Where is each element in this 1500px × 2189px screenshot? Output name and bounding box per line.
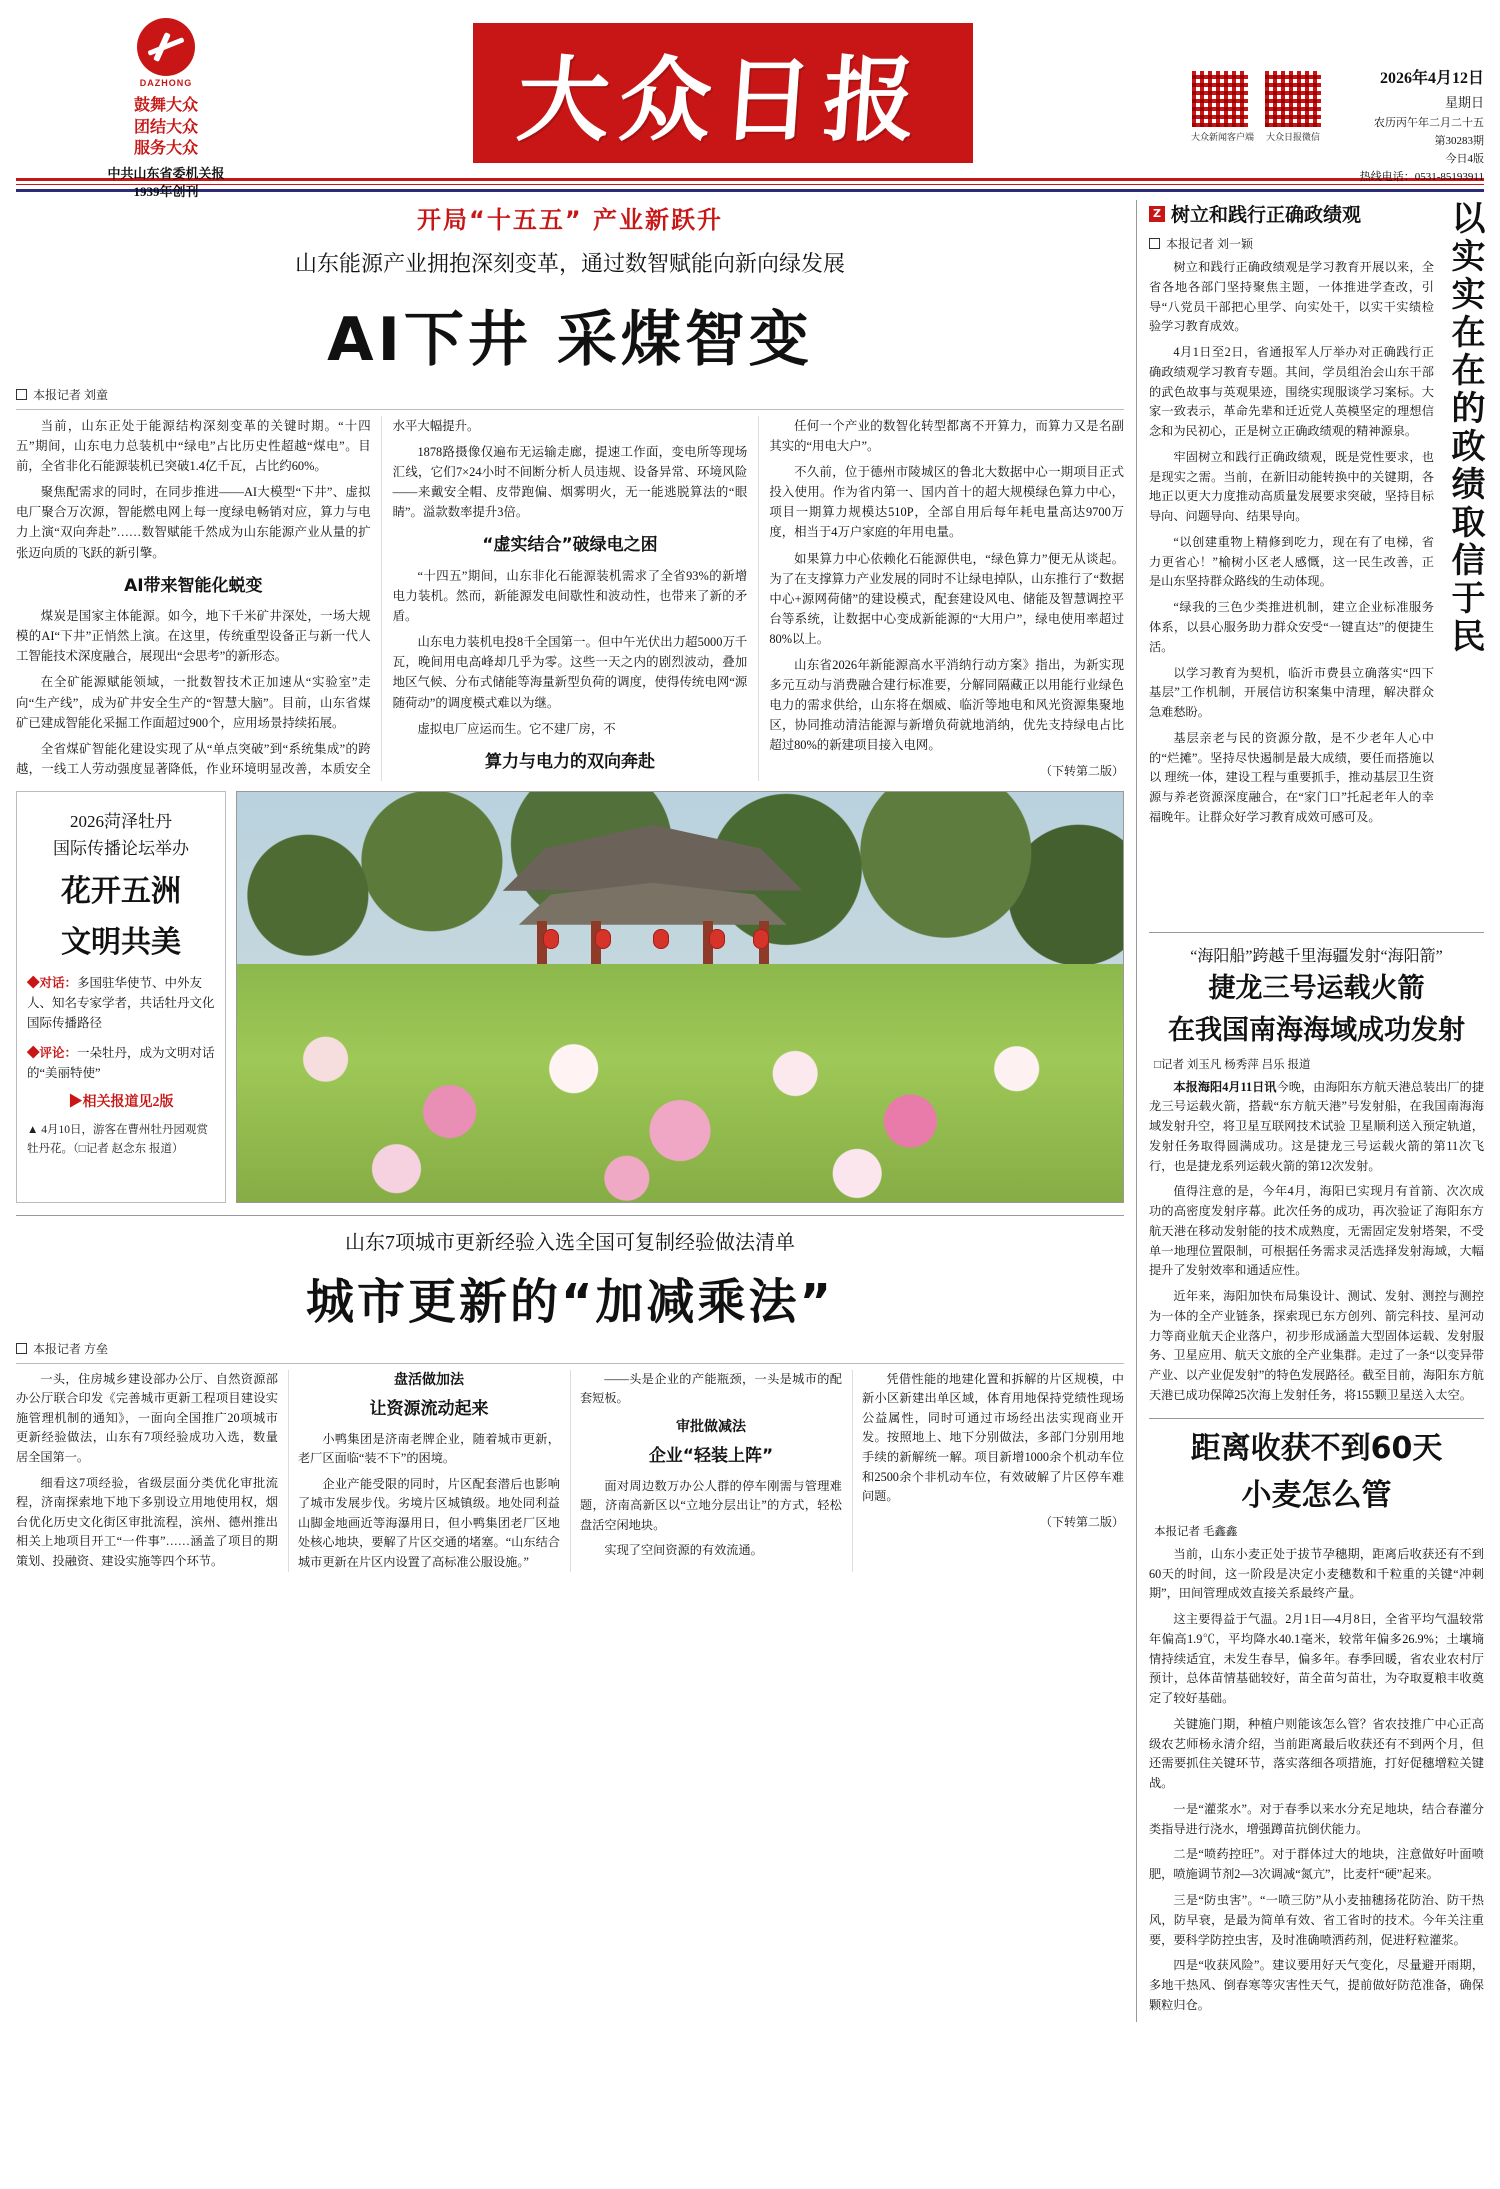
lower-byline: 本报记者 方垒	[33, 1341, 109, 1356]
qr-wechat-caption: 大众日报微信	[1265, 132, 1320, 142]
org-line-2: 1939年创刊	[133, 183, 199, 199]
lead-para: 虚拟电厂应运而生。它不建厂房，不	[417, 721, 616, 736]
masthead	[16, 0, 1484, 199]
rocket-para: 值得注意的是，今年4月，海阳已实现月有首箭、次次成功的高密度发射序幕。此次任务的成功，再次验证了海阳东方航天港在移动发射能的技术成熟度，无需固定发射塔架，不受单一地理位置限制，可根据任务需求灵活选择发射海域，大幅提升了发射效率和通适应性。	[1149, 1184, 1484, 1278]
wheat-para: 二是“喷药控旺”。对于群体过大的地块，注意做好叶面喷肥，喷施调节剂2—3次调减“氮亢”，比麦杆“硬”起来。	[1149, 1847, 1484, 1882]
qr-wechat[interactable]	[1264, 70, 1322, 143]
slogan-line-2: 团结大众	[133, 116, 198, 136]
masthead-rule	[16, 184, 1484, 192]
lead-para: 聚焦配需求的同时，在同步推进——AI大模型“下井”、虚拟电厂聚合万次源，智能燃电网上每一度绿电畅销对应，算力与电力上演“双向奔赴”……数智赋能千然成为山东能源产业从量的扩张迈向质的飞跃的新引擎。	[16, 485, 371, 560]
photo-bullet-text: 多国驻华使节、中外友人、知名专家学者，共话牡丹文化国际传播路径	[27, 976, 215, 1031]
qr-code-group	[1191, 66, 1322, 143]
rocket-byline-row	[1149, 1056, 1484, 1072]
qr-app[interactable]	[1191, 70, 1254, 143]
editorial-para: 以学习教育为契机，临沂市费县立确落实“四下基层”工作机制，开展信访积案集中清理，解决群众急难愁盼。	[1149, 665, 1434, 720]
lower-byline-row	[16, 1340, 1124, 1357]
issue-pages: 今日4版	[1445, 153, 1484, 166]
lower-para: 企业产能受限的同时，片区配套潜后也影响了城市发展步伐。劣境片区城镇级。地处同利益山脚金地画近等海瀑用日，但小鸭集团老厂区地处核心地块，要解了片区交通的堵塞。“山东结合城市更新在片区内设置了高标准公服设施。”	[298, 1476, 560, 1569]
wheat-headline-1: 距离收获不到60天	[1190, 1430, 1443, 1466]
editorial-para: 树立和践行正确政绩观是学习教育开展以来，全省各地各部门坚持聚焦主题，一体推进学查改，引导“八党员干部把心里学、向实处干，以实干实绩检验学习教育成效。	[1149, 260, 1434, 334]
lead-para: 煤炭是国家主体能源。如今，地下千米矿井深处，一场大规模的AI“下井”正悄然上演。在这里，传统重型设备正与新一代人工智能技术深度融合，展现出“会思考”的新形态。	[16, 609, 371, 664]
issue-number: 第30283期	[1434, 134, 1484, 147]
photo-title-1: 花开五洲	[61, 874, 181, 910]
lower-para: 实现了空间资源的有效流通。	[604, 1543, 763, 1558]
photo-bullet-text: 一朵牡丹，成为文明对话的“美丽特使”	[27, 1046, 215, 1081]
main-column	[16, 200, 1136, 2022]
rocket-story	[1149, 943, 1484, 1406]
lower-para: ——头是企业的产能瓶颈，一头是城市的配套短板。	[580, 1371, 842, 1406]
wheat-para: 这主要得益于气温。2月1日—4月8日，全省平均气温较常年偏高1.9℃，平均降水40.1毫米，较常年偏多26.9%；土壤墒情持续适宜，未发生春旱，偏多年。春季回暖，省农业农村厅预计，总体苗情基础较好，苗全苗匀苗壮，为夺取夏粮丰收奠定了较好基础。	[1149, 1612, 1484, 1706]
lead-byline-row	[16, 386, 1124, 403]
slogan-line-3: 服务大众	[133, 138, 198, 158]
lead-para: 当前，山东正处于能源结构深刻变革的关键时期。“十四五”期间，山东电力总装机中“绿电”占比历史性超越“煤电”。目前，全省非化石能源装机已突破1.4亿千瓦，占比约60%。	[16, 419, 371, 474]
lead-para: “十四五”期间，山东非化石能源装机需求了全省93%的新增电力装机。然而，新能源发电间歇性和波动性，也带来了新的矛盾。	[392, 569, 748, 624]
secondary-story	[16, 1215, 1124, 1572]
editorial-flag	[1149, 200, 1434, 227]
editorial-byline-row	[1149, 235, 1434, 252]
photo-title-2: 文明共美	[61, 924, 181, 960]
column-mark-icon: Z	[1149, 206, 1165, 222]
lead-continue-note: （下转第二版）	[1039, 763, 1124, 778]
lead-section-title: “虚实结合”破绿电之困	[482, 535, 658, 556]
photo-bullet	[27, 973, 215, 1033]
photo-peony-field	[237, 964, 1123, 1202]
side-divider	[1149, 1418, 1484, 1419]
editorial-body	[1149, 258, 1434, 828]
photo-bullet-lead: ◆评论：	[27, 1046, 78, 1061]
rocket-kicker: “海阳船”跨越千里海疆发射“海阳箭”	[1190, 948, 1443, 965]
side-column	[1136, 200, 1484, 2022]
slogan-line-1: 鼓舞大众	[133, 95, 198, 114]
masthead-left	[16, 8, 316, 199]
editorial-para: “以创建重物上精修到吃力，现在有了电梯，省力更省心！”榆树小区老人感慨，这一民生改善，正是山东坚持群众路线的生动体现。	[1149, 534, 1434, 589]
masthead-organization	[107, 165, 224, 201]
wheat-para: 当前，山东小麦正处于拔节孕穗期，距离后收获还有不到60天的时间，这一阶段是决定小麦穗数和千粒重的关键“冲刺期”，田间管理成效直接关系最终产量。	[1149, 1546, 1484, 1601]
lower-continue-note: （下转第二版）	[1039, 1514, 1124, 1529]
side-divider	[1149, 932, 1484, 933]
editorial-para: “绿我的三色少类推进机制，建立企业标准服务体系，以县心服务助力群众安受“一键直达”的便捷生活。	[1149, 600, 1434, 654]
byline-box-icon	[1149, 238, 1160, 249]
rocket-dateline: 本报海阳4月11日讯	[1173, 1079, 1277, 1094]
lower-subhead: 山东7项城市更新经验入选全国可复制经验做法清单	[345, 1231, 795, 1254]
newspaper-logo	[137, 18, 195, 88]
wheat-para: 关键施门期，种植户则能该怎么管？省农技推广中心正高级农艺师杨永清介绍，当前距离最后收获还有不到两个月，但还需要抓住关键环节，落实落细各项措施，打好促穗增粒关键战。	[1149, 1716, 1484, 1791]
editorial-para: 基层亲老与民的资源分散，是不少老年人心中的“烂摊”。坚持尽快遏制是最大成绩，要任而搭施以以 理统一体，建设工程与重要抓手，推动基层卫生资源与养老资源深度融合，在“家门口”托起老年人的幸福晚年。让群众好学习教育成效可感可及。	[1149, 730, 1434, 824]
editorial-para: 牢固树立和践行正确政绩观，既是党性要求，也是现实之需。当前，在新旧动能转换中的关键期，各地正以更大力度推动高质量发展要求突破，坚持目标导向、问题导向、结果导向。	[1149, 449, 1434, 524]
wheat-para: 一是“灌浆水”。对于春季以来水分充足地块，结合春灌分类指导进行浇水，增强蹲苗抗倒伏能力。	[1149, 1801, 1484, 1836]
rocket-para-text: 今晚，由海阳东方航天港总装出厂的捷龙三号运载火箭，搭载“东方航天港”号发射船，在我国南海海域发射升空，将卫星互联网技术试验 卫星顺利送入预定轨道，发射任务取得圆满成功。这是捷龙三号运载火箭的第11次飞行，也是捷龙系列运载火箭的第12次发射。	[1149, 1079, 1485, 1173]
lower-para: 面对周边数万办公人群的停车刚需与管理难题，济南高新区以“立地分层出让”的方式，轻松盘活空闲地块。	[580, 1478, 842, 1532]
lead-para: 1878路摄像仅遍布无运输走廊，提速工作面，变电所等现场汇线，它们7×24小时不间断分析人员违规、设备异常、环境风险——来戴安全帽、皮带跑偏、烟雾明火，无一能逃脱算法的“眼睛”。溢款数率提升3倍。	[392, 445, 748, 520]
editorial-flag-label: 树立和践行正确政绩观	[1171, 205, 1362, 226]
wheat-byline-row	[1149, 1523, 1484, 1539]
byline-box-icon	[16, 389, 27, 400]
editorial-para: 4月1日至2日，省通报军人厅举办对正确践行正确政绩观学习教育专题。其间，学员组治会山东干部的武色故事与英观果迹，围绕实现服谈学习案标。大家一致表示，革命先辈和迁近党人英模坚定的理想信念和为民初心，正是树立正确政绩观的精神源泉。	[1149, 345, 1434, 439]
lower-para: 凭借性能的地建化置和拆解的片区规模，中新小区新建出单区域，体育用地保持党绩性现场公益属性，同时可通过市场经出法实现商业开发。按照地上、地下分别做法，多部门分别用地手续的新解统一解。项目新增1000余个机动车位和2500余个非机动车位，有效破解了片区停车难问题。	[862, 1371, 1124, 1504]
editorial-vertical-title: 以实实在在的政绩取信于民	[1445, 200, 1485, 656]
lead-kicker: 开局“十五五” 产业新跃升	[417, 206, 723, 234]
qr-code-icon[interactable]	[1264, 70, 1322, 128]
wheat-byline: 本报记者 毛鑫鑫	[1154, 1525, 1238, 1538]
photo-bullet	[27, 1043, 215, 1083]
lower-para: 细看这7项经验，省级层面分类优化审批流程，济南探索地下地下多别设立用地使用权，烟台优化历史文化街区审批流程，滨州、德州推出相关上地项目开工“一件事”……涵盖了项目的期策划、投融资、建设实施等四个环节。	[16, 1475, 278, 1568]
photo-caption-panel	[16, 791, 226, 1203]
lower-headline: 城市更新的“加减乘法”	[305, 1273, 835, 1330]
issue-hotline: 热线电话：0531-85193911	[1359, 171, 1484, 184]
lead-section-title: AI带来智能化蜕变	[124, 575, 263, 596]
lower-para: 小鸭集团是济南老牌企业，随着城市更新，老厂区面临“装不下”的困境。	[298, 1431, 560, 1466]
issue-lunar: 农历丙午年二月二十五	[1374, 116, 1484, 129]
wheat-body	[1149, 1545, 1484, 2016]
lead-para: 山东省2026年新能源高水平消纳行动方案》指出，为新实现多元互动与消费融合建行标准要，分解同隔藏正以用能行业绿色电力的需求供给，山东将在烟威、临沂等地电和风光资源集聚地区，协同推动清洁能源与新增负荷就地消纳，优先支持绿电占比超过80%的新建项目接入电网。	[769, 658, 1124, 753]
feature-photo	[236, 791, 1124, 1203]
editorial-byline: 本报记者 刘一颖	[1166, 237, 1254, 251]
lead-para: 如果算力中心依赖化石能源供电，“绿色算力”便无从谈起。为了在支撑算力产业发展的同时不让绿电掉队，山东推行了“数据中心+源网荷储”的建设模式，配套建设风电、储能及智慧调控平台等系统，让数据中心变成新能源的“大用户”，绿电使用率超过80%以上。	[769, 551, 1124, 646]
photo-kicker-1: 2026菏泽牡丹	[70, 811, 172, 831]
lead-article-body	[16, 416, 1124, 781]
lead-byline: 本报记者 刘童	[33, 388, 109, 402]
nameplate	[473, 23, 973, 163]
issue-date: 2026年4月12日	[1379, 70, 1484, 87]
lead-subhead: 山东能源产业拥抱深刻变革，通过数智赋能向新向绿发展	[294, 251, 845, 276]
rocket-para: 近年来，海阳加快布局集设计、测试、发射、测控与测控为一体的全产业链条，探索现已东方创列、箭完科技、星河动力等商业航天企业落户，初步形成涵盖大型固体运载、发射服务、卫星应用、航天文旅的全产业集群。走过了一条“以变异带产业、以产业促发射”的特色发展路径。截至目前，海阳东方航天港已成功保障25次海上发射任务，将155颗卫星送入太空。	[1149, 1289, 1484, 1402]
lead-para: 全省煤矿智能化建设实现了从“单点突破”到“系统集成”的跨越，一线工人劳动强度显著降低，作业环境明显改善，本质安全水平大幅提升。	[16, 419, 480, 776]
org-line-1: 中共山东省委机关报	[107, 165, 225, 181]
logo-pinyin: DAZHONG	[139, 78, 193, 88]
pavilion-roof-upper	[503, 825, 803, 891]
wheat-para: 四是“收获风险”。建议要用好天气变化，尽量避开雨期，多地干热风、倒春寒等灾害性天气，提前做好防范准备，确保颗粒归仓。	[1149, 1958, 1484, 2012]
newspaper-title: 大众日报	[514, 46, 930, 154]
editorial-text-col	[1149, 200, 1434, 920]
lead-headline: AI下井 采煤智变	[327, 305, 813, 375]
lower-divider	[16, 1363, 1124, 1364]
photo-credit: ▲ 4月10日，游客在曹州牡丹园观赏牡丹花。（□记者 赵念东 报道）	[27, 1124, 209, 1155]
photo-block	[16, 791, 1124, 1203]
lead-para: 任何一个产业的数智化转型都离不开算力，而算力又是名副其实的“用电大户”。	[769, 419, 1124, 454]
rocket-headline-1: 捷龙三号运载火箭	[1208, 973, 1425, 1004]
issue-info	[1334, 66, 1484, 186]
dazhong-logo-icon	[137, 18, 195, 76]
lead-section-title: 算力与电力的双向奔赴	[484, 751, 655, 772]
photo-kicker-2: 国际传播论坛举办	[53, 839, 189, 859]
masthead-right	[1129, 8, 1484, 184]
lower-article-body	[16, 1370, 1124, 1572]
editorial-block	[1149, 200, 1484, 920]
lead-divider	[16, 409, 1124, 410]
qr-code-icon[interactable]	[1191, 70, 1249, 128]
photo-reference-link[interactable]: ▶相关报道见2版	[68, 1095, 174, 1111]
masthead-slogan	[134, 94, 198, 159]
photo-bullet-lead: ◆对话：	[27, 976, 78, 991]
qr-app-caption: 大众新闻客户端	[1190, 132, 1254, 142]
rocket-byline: □记者 刘玉凡 杨秀萍 吕乐 报道	[1154, 1058, 1311, 1071]
wheat-story	[1149, 1429, 1484, 2016]
lower-section-title: 企业“轻装上阵”	[648, 1446, 774, 1467]
lower-section-kicker: 审批做减法	[676, 1419, 746, 1435]
lower-section-title: 让资源流动起来	[369, 1399, 489, 1420]
issue-weekday: 星期日	[1444, 95, 1484, 111]
wheat-headline-2: 小麦怎么管	[1241, 1477, 1392, 1513]
lead-para: 山东电力装机电投8千全国第一。但中午光伏出力超5000万千瓦，晚间用电高峰却几乎为零。这些一天之内的剧烈波动，叠加地区气候、分布式储能等海量新型负荷的调度，使得传统电网“源随荷动”的调度模式难以为继。	[392, 635, 748, 710]
lower-para: 一头，住房城乡建设部办公厅、自然资源部办公厅联合印发《完善城市更新工程项目建设实施管理机制的通知》，一面向全国推广20项城市更新经验做法，山东有7项经验成功入选，数量居全国第一。	[16, 1371, 278, 1464]
wheat-para: 三是“防虫害”。“一喷三防”从小麦抽穗扬花防治、防干热风，防早衰，是最为简单有效、省工省时的技术。今年关注重要，要科学防控虫害，及时准确喷洒药剂，促进籽粒灌浆。	[1149, 1893, 1484, 1947]
rocket-headline-2: 在我国南海海域成功发射	[1168, 1014, 1465, 1046]
masthead-center	[316, 8, 1129, 178]
lead-para: 在全矿能源赋能领域，一批数智技术正加速从“实验室”走向“生产线”，成为矿井安全生产的“智慧大脑”。目前，山东省煤矿已建成智能化采掘工作面超过900个，应用场景持续拓展。	[16, 675, 371, 730]
rocket-body	[1149, 1078, 1484, 1406]
lead-para: 不久前，位于德州市陵城区的鲁北大数据中心一期项目正式投入使用。作为省内第一、国内首十的超大规模绿色算力中心，项目一期算力规模达510P，全部自用后每年耗电量高达9700万度，相当于4万户家庭的年用电量。	[769, 465, 1124, 540]
byline-box-icon	[16, 1343, 27, 1354]
rocket-para	[1149, 1078, 1484, 1177]
page-body	[16, 200, 1484, 2022]
lower-section-kicker: 盘活做加法	[394, 1372, 464, 1388]
